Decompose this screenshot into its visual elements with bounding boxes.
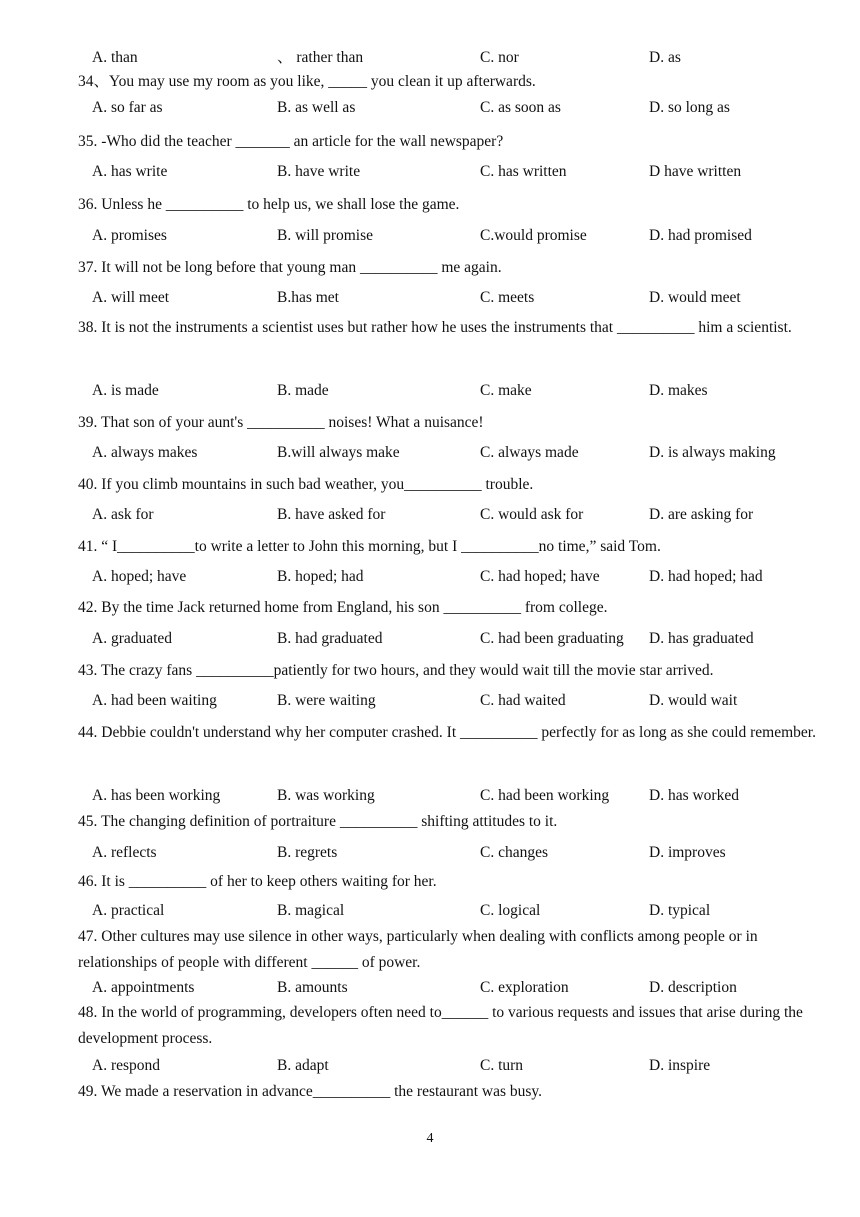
option-a: A. ask for	[92, 506, 154, 523]
option-a: A. has write	[92, 163, 168, 180]
option-a: A. always makes	[92, 444, 198, 461]
option-d: D. are asking for	[649, 506, 754, 523]
option-c: C. had been working	[480, 787, 610, 804]
option-a: A. is made	[92, 382, 159, 399]
options-q44	[92, 786, 812, 806]
options-q34	[92, 98, 812, 118]
option-b: B. magical	[277, 902, 345, 919]
option-a: A. so far as	[92, 99, 163, 116]
question-44: 44. Debbie couldn't understand why her computer crashed. It __________ perfectly for as long as she could remember.	[78, 724, 816, 741]
question-45: 45. The changing definition of portraiture __________ shifting attitudes to it.	[78, 813, 558, 830]
question-42: 42. By the time Jack returned home from England, his son __________ from college.	[78, 599, 608, 616]
option-d: D. had promised	[649, 227, 752, 244]
option-d: D. inspire	[649, 1057, 711, 1074]
option-d: D have written	[649, 163, 742, 180]
option-b: 、 rather than	[277, 49, 364, 66]
option-a: A. than	[92, 49, 138, 66]
option-a: A. promises	[92, 227, 167, 244]
option-d: D. would meet	[649, 289, 741, 306]
option-a: A. reflects	[92, 844, 157, 861]
option-d: D. so long as	[649, 99, 730, 116]
option-c: C. make	[480, 382, 532, 399]
option-c: C. had hoped; have	[480, 568, 600, 585]
option-b: B.will always make	[277, 444, 400, 461]
option-b: B. was working	[277, 787, 375, 804]
option-d: D. has worked	[649, 787, 739, 804]
option-c: C. exploration	[480, 979, 569, 996]
options-q38	[92, 381, 812, 401]
options-q41	[92, 567, 812, 587]
question-38: 38. It is not the instruments a scientist uses but rather how he uses the instruments that __________ him a scientist.	[78, 319, 792, 336]
options-q33	[92, 48, 812, 68]
options-q46	[92, 901, 812, 921]
option-b: B. hoped; had	[277, 568, 364, 585]
option-a: A. had been waiting	[92, 692, 217, 709]
question-48: 48. In the world of programming, developers often need to______ to various requests and issues that arise during the development process.	[78, 1004, 803, 1047]
question-47: 47. Other cultures may use silence in other ways, particularly when dealing with conflicts among people or in relationships of people with different ______ of power.	[78, 928, 758, 971]
question-34: 34、You may use my room as you like, _____ you clean it up afterwards.	[78, 73, 536, 90]
option-b: B. as well as	[277, 99, 356, 116]
option-d: D. has graduated	[649, 630, 754, 647]
option-b: B. have asked for	[277, 506, 386, 523]
option-c: C. always made	[480, 444, 579, 461]
options-q40	[92, 505, 812, 525]
options-q37	[92, 288, 812, 308]
options-q47	[92, 978, 812, 998]
options-q42	[92, 629, 812, 649]
option-b: B. made	[277, 382, 329, 399]
option-a: A. hoped; have	[92, 568, 187, 585]
option-a: A. appointments	[92, 979, 195, 996]
options-q45	[92, 843, 812, 863]
option-d: D. makes	[649, 382, 708, 399]
question-46: 46. It is __________ of her to keep others waiting for her.	[78, 873, 437, 890]
option-d: D. had hoped; had	[649, 568, 763, 585]
option-c: C. changes	[480, 844, 549, 861]
options-q48	[92, 1056, 812, 1076]
question-36: 36. Unless he __________ to help us, we shall lose the game.	[78, 196, 460, 213]
option-c: C. would ask for	[480, 506, 584, 523]
option-c: C.would promise	[480, 227, 587, 244]
option-b: B. amounts	[277, 979, 348, 996]
option-b: B. had graduated	[277, 630, 383, 647]
options-q39	[92, 443, 812, 463]
option-b: B. were waiting	[277, 692, 376, 709]
option-d: D. description	[649, 979, 737, 996]
option-d: D. typical	[649, 902, 711, 919]
option-d: D. would wait	[649, 692, 738, 709]
option-c: C. has written	[480, 163, 567, 180]
option-b: B.has met	[277, 289, 339, 306]
question-35: 35. -Who did the teacher _______ an article for the wall newspaper?	[78, 133, 504, 150]
option-a: A. graduated	[92, 630, 173, 647]
option-b: B. adapt	[277, 1057, 329, 1074]
option-c: C. had been graduating	[480, 630, 624, 647]
options-q43	[92, 691, 812, 711]
option-d: D. improves	[649, 844, 726, 861]
option-c: C. had waited	[480, 692, 566, 709]
question-43: 43. The crazy fans __________patiently for two hours, and they would wait till the movie star arrived.	[78, 662, 714, 679]
options-q36	[92, 226, 812, 246]
option-c: C. as soon as	[480, 99, 561, 116]
option-a: A. will meet	[92, 289, 170, 306]
option-b: B. will promise	[277, 227, 374, 244]
option-c: C. logical	[480, 902, 541, 919]
option-c: C. meets	[480, 289, 535, 306]
question-41: 41. “ I__________to write a letter to John this morning, but I __________no time,” said Tom.	[78, 538, 661, 555]
page-number: 4	[426, 1131, 434, 1146]
question-49: 49. We made a reservation in advance__________ the restaurant was busy.	[78, 1083, 543, 1100]
option-a: A. respond	[92, 1057, 161, 1074]
option-d: D. as	[649, 49, 681, 66]
question-37: 37. It will not be long before that young man __________ me again.	[78, 259, 502, 276]
question-39: 39. That son of your aunt's __________ noises! What a nuisance!	[78, 414, 484, 431]
question-40: 40. If you climb mountains in such bad weather, you__________ trouble.	[78, 476, 534, 493]
option-c: C. turn	[480, 1057, 524, 1074]
option-d: D. is always making	[649, 444, 776, 461]
option-b: B. have write	[277, 163, 361, 180]
option-c: C. nor	[480, 49, 519, 66]
option-a: A. has been working	[92, 787, 221, 804]
options-q35	[92, 162, 812, 182]
option-b: B. regrets	[277, 844, 338, 861]
option-a: A. practical	[92, 902, 165, 919]
